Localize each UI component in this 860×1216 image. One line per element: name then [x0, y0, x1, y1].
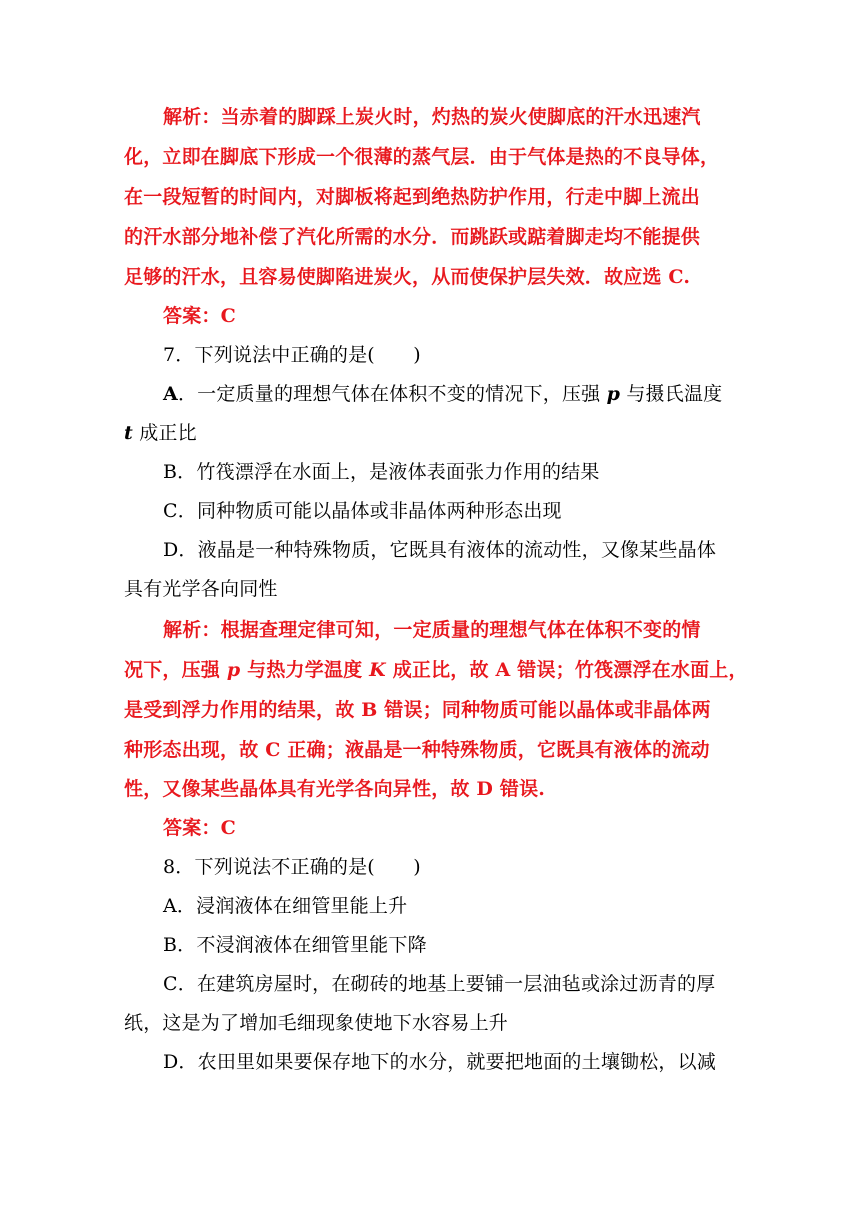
option-text: ．一定质量的理想气体在体积不变的情况下，压强	[177, 383, 607, 405]
q6-answer	[163, 303, 738, 329]
variable-t: t	[124, 422, 133, 444]
answer-value: C	[220, 817, 236, 839]
q7-analysis-line-3: 是受到浮力作用的结果，故 B 错误；同种物质可能以晶体或非晶体两	[124, 699, 711, 721]
q8-option-a: A．浸润液体在细管里能上升	[163, 895, 408, 917]
q7-analysis-line-1	[163, 617, 738, 643]
analysis-text: 与热力学温度	[240, 659, 370, 681]
q6-analysis-line-1	[163, 104, 738, 130]
q6-analysis-line-2: 化，立即在脚底下形成一个很薄的蒸气层．由于气体是热的不良导体，	[124, 146, 720, 168]
q6-analysis-line-5: 足够的汗水，且容易使脚陷进炭火，从而使保护层失效．故应选 C.	[124, 266, 691, 288]
q7-analysis-line-4: 种形态出现，故 C 正确；液晶是一种特殊物质，它既具有液体的流动	[124, 739, 710, 761]
analysis-text: 况下，压强	[124, 659, 227, 681]
analysis-text: 当赤着的脚踩上炭火时，灼热的炭火使脚底的汗水迅速汽	[220, 106, 701, 128]
q6-analysis-line-4: 的汗水部分地补偿了汽化所需的水分．而跳跃或踮着脚走均不能提供	[124, 226, 701, 248]
variable-p: p	[606, 383, 621, 405]
q7-option-a	[163, 381, 738, 407]
q6-analysis-line-3: 在一段短暂的时间内，对脚板将起到绝热防护作用，行走中脚上流出	[124, 186, 701, 208]
variable-k: K	[369, 659, 386, 681]
q8-option-b: B．不浸润液体在细管里能下降	[163, 934, 427, 956]
q7-stem: 7．下列说法中正确的是( )	[163, 344, 421, 366]
q7-option-a-cont	[124, 420, 738, 446]
answer-label: 答案：	[163, 305, 221, 327]
q8-option-c-cont: 纸，这是为了增加毛细现象使地下水容易上升	[124, 1012, 509, 1034]
q7-analysis-line-2	[124, 657, 748, 683]
analysis-text: 成正比，故 A 错误；竹筏漂浮在水面上，	[385, 659, 748, 681]
q7-option-c: C．同种物质可能以晶体或非晶体两种形态出现	[163, 500, 562, 522]
q8-option-d: D．农田里如果要保存地下的水分，就要把地面的土壤锄松，以减	[163, 1051, 717, 1073]
analysis-label: 解析：	[163, 106, 221, 128]
analysis-text: 根据查理定律可知，一定质量的理想气体在体积不变的情	[220, 619, 701, 641]
q7-option-d: D．液晶是一种特殊物质，它既具有液体的流动性，又像某些晶体	[163, 539, 717, 561]
q8-stem: 8．下列说法不正确的是( )	[163, 856, 421, 878]
q8-option-c: C．在建筑房屋时，在砌砖的地基上要铺一层油毡或涂过沥青的厚	[163, 973, 716, 995]
answer-value: C	[220, 305, 236, 327]
q7-option-d-cont: 具有光学各向同性	[124, 578, 278, 600]
q7-answer	[163, 815, 738, 841]
variable-p: p	[226, 659, 241, 681]
answer-label: 答案：	[163, 817, 221, 839]
q7-option-b: B．竹筏漂浮在水面上，是液体表面张力作用的结果	[163, 461, 600, 483]
option-letter: A	[163, 383, 178, 405]
q7-analysis-line-5: 性，又像某些晶体具有光学各向异性，故 D 错误.	[124, 778, 546, 800]
option-text-cont: 与摄氏温度	[620, 383, 723, 405]
option-text-end: 成正比	[132, 422, 197, 444]
analysis-label: 解析：	[163, 619, 221, 641]
